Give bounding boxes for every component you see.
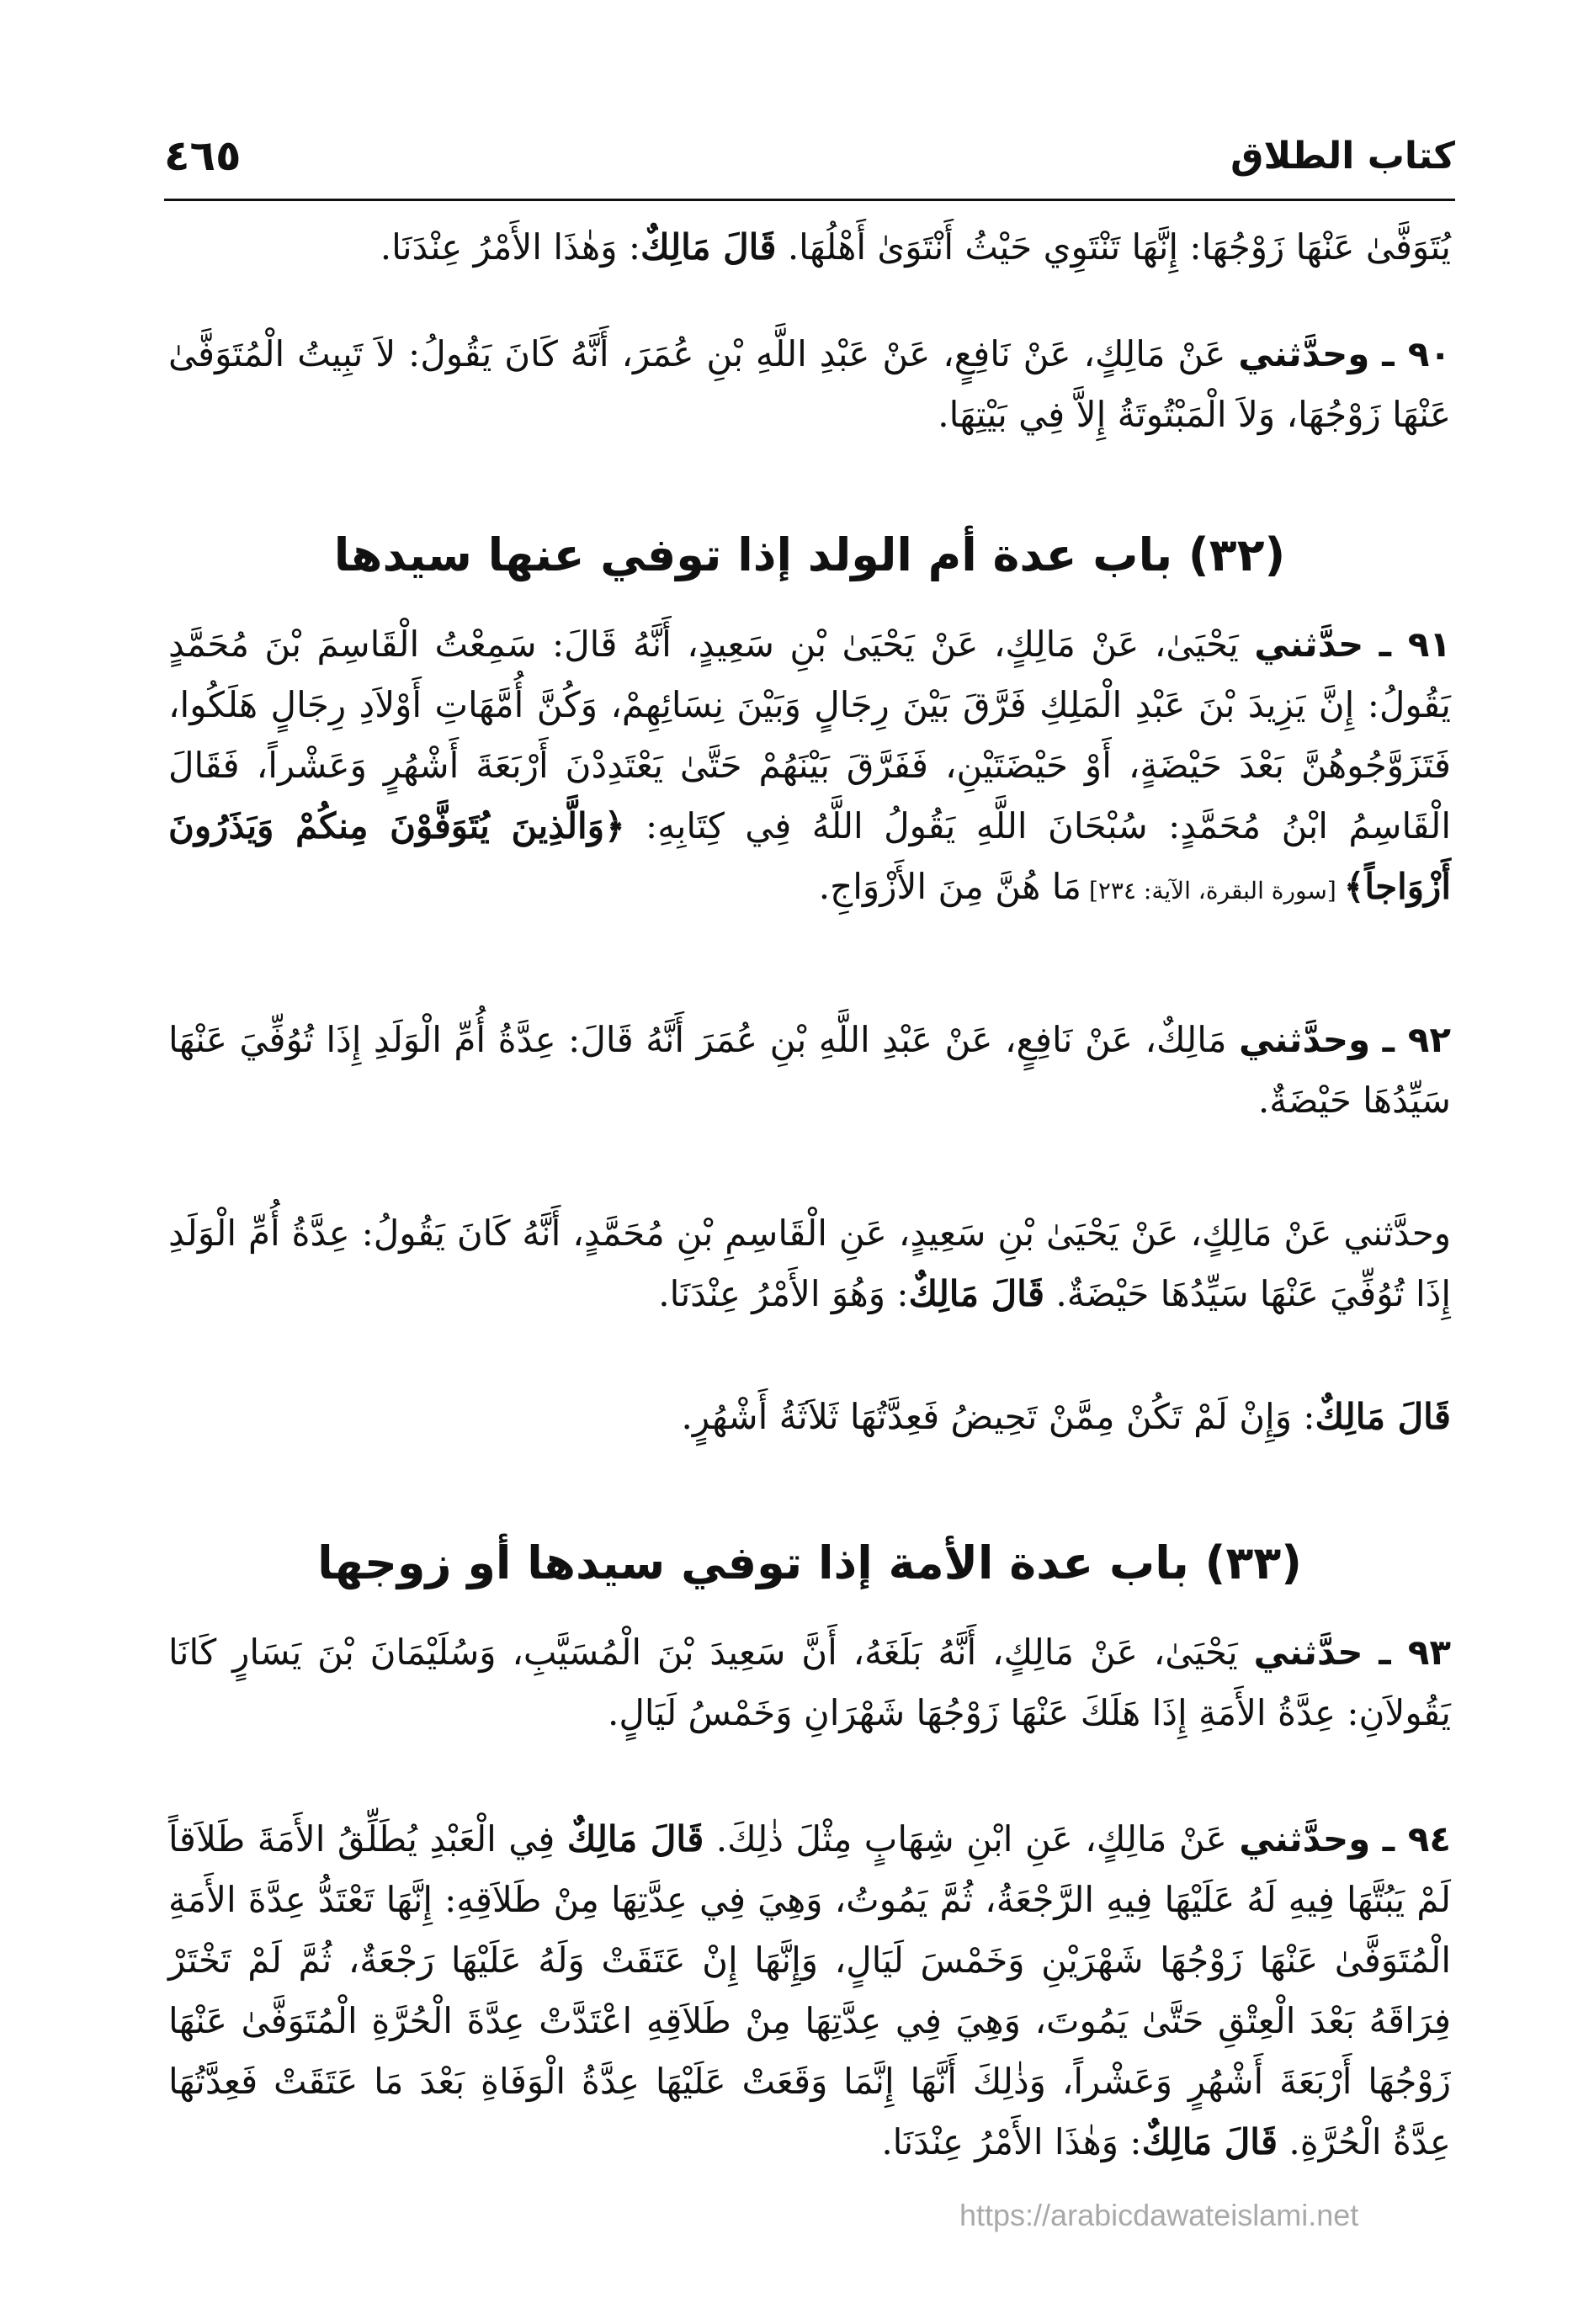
- paragraph-text: : وَإِنْ لَمْ تَكُنْ مِمَّنْ تَحِيضُ فَعِدَّتُهَا ثَلاَثَةُ أَشْهُرٍ.: [681, 1396, 1315, 1437]
- hadith-text: : وَهٰذَا الأَمْرُ عِنْدَنَا.: [881, 2121, 1142, 2162]
- hadith-lead: حدَّثني: [1254, 623, 1364, 665]
- hadith-91: [168, 614, 1451, 921]
- hadith-number: ٩٣ ـ: [1379, 1632, 1452, 1673]
- hadith-text: فِي الْعَبْدِ يُطَلِّقُ الأَمَةَ طَلاَقاً لَمْ يَبُتَّهَا فِيهِ لَهُ عَلَيْهَا فِيهِ الرَّجْعَةُ، ثُمَّ يَمُوتُ، وَهِيَ فِي عِدَّتِهَا مِنْ طَلاَقِهِ: إِنَّهَا تَعْتَدُّ عِدَّةَ الأَمَةِ الْمُتَوَفَّىٰ عَنْهَا زَوْجُهَا شَهْرَيْنِ وَخَمْسَ لَيَالٍ، وَإِنَّهَا إِنْ عَتَقَتْ وَلَهُ عَلَيْهَا رَجْعَةٌ، ثُمَّ لَمْ تَخْتَرْ فِرَاقَهُ بَعْدَ الْعِتْقِ حَتَّىٰ يَمُوتَ، وَهِيَ فِي عِدَّتِهَا مِنْ طَلاَقِهِ اعْتَدَّتْ عِدَّةَ الْحُرَّةِ الْمُتَوَفَّىٰ عَنْهَا زَوْجُهَا أَرْبَعَةَ أَشْهُرٍ وَعَشْراً، وَذٰلِكَ أَنَّهَا إِنَّمَا وَقَعَتْ عَلَيْهَا عِدَّةُ الْوَفَاةِ بَعْدَ مَا عَتَقَتْ فَعِدَّتُهَا عِدَّةُ الْحُرَّةِ.: [168, 1818, 1451, 2162]
- hadith-lead: وحدَّثني: [1239, 1818, 1371, 1860]
- hadith-text: مَالِكٌ، عَنْ نَافِعٍ، عَنْ عَبْدِ اللَّهِ بْنِ عُمَرَ أَنَّهُ قَالَ: عِدَّةُ أُمِّ الْوَلَدِ إِذَا تُوُفِّيَ عَنْهَا سَيِّدُهَا حَيْضَةٌ.: [168, 1019, 1451, 1121]
- paragraph-text: وحدَّثني عَنْ مَالِكٍ، عَنْ يَحْيَىٰ بْنِ سَعِيدٍ، عَنِ الْقَاسِمِ بْنِ مُحَمَّدٍ، أَنَّهُ كَانَ يَقُولُ: عِدَّةُ أُمِّ الْوَلَدِ إِذَا تُوُفِّيَ عَنْهَا سَيِّدُهَا حَيْضَةٌ.: [168, 1212, 1451, 1314]
- page-number: ٤٦٥: [164, 131, 242, 180]
- hadith-94: [168, 1809, 1451, 2173]
- chapter-heading-33: (٣٣) باب عدة الأمة إذا توفي سيدها أو زوجها: [317, 1536, 1302, 1589]
- chapter-heading-32: (٣٢) باب عدة أم الولد إذا توفي عنها سيدها: [333, 528, 1286, 581]
- paragraph-wahaddathani: [168, 1203, 1451, 1324]
- page-header: [164, 118, 1455, 201]
- hadith-90: [168, 324, 1451, 445]
- hadith-text: عَنْ مَالِكٍ، عَنِ ابْنِ شِهَابٍ مِثْلَ ذٰلِكَ.: [704, 1818, 1240, 1860]
- hadith-text: عَنْ مَالِكٍ، عَنْ نَافِعٍ، عَنْ عَبْدِ اللَّهِ بْنِ عُمَرَ، أَنَّهُ كَانَ يَقُولُ: لاَ تَبِيتُ الْمُتَوَفَّىٰ عَنْهَا زَوْجُهَا، وَلاَ الْمَبْتُوتَةُ إِلاَّ فِي بَيْتِهَا.: [168, 333, 1451, 435]
- paragraph-text: : وَهٰذَا الأَمْرُ عِنْدَنَا.: [380, 226, 640, 268]
- paragraph-qala-malik: [168, 1387, 1451, 1447]
- hadith-text: يَحْيَىٰ، عَنْ مَالِكٍ، عَنْ يَحْيَىٰ بْنِ سَعِيدٍ، أَنَّهُ قَالَ: سَمِعْتُ الْقَاسِمَ بْنَ مُحَمَّدٍ يَقُولُ: إِنَّ يَزِيدَ بْنَ عَبْدِ الْمَلِكِ فَرَّقَ بَيْنَ رِجَالٍ وَبَيْنَ نِسَائِهِمْ، وَكُنَّ أُمَّهَاتِ أَوْلاَدِ رِجَالٍ هَلَكُوا، فَتَزَوَّجُوهُنَّ بَعْدَ حَيْضَةٍ، أَوْ حَيْضَتَيْنِ، فَفَرَّقَ بَيْنَهُمْ حَتَّىٰ يَعْتَدِدْنَ أَرْبَعَةَ أَشْهُرٍ وَعَشْراً، فَقَالَ الْقَاسِمُ ابْنُ مُحَمَّدٍ: سُبْحَانَ اللَّهِ يَقُولُ اللَّهُ فِي كِتَابِهِ:: [168, 623, 1452, 846]
- hadith-number: ٩٤ ـ: [1382, 1818, 1452, 1860]
- hadith-number: ٩٠ ـ: [1382, 333, 1451, 374]
- quran-verse: ﴿وَالَّذِينَ يُتَوَفَّوْنَ مِنكُمْ وَيَذَرُونَ أَزْوَاجاً﴾: [168, 805, 1451, 907]
- hadith-lead: حدَّثني: [1253, 1632, 1363, 1673]
- qala-malik: قَالَ مَالِكٌ: [1315, 1396, 1451, 1437]
- qala-malik: قَالَ مَالِكٌ: [908, 1273, 1045, 1314]
- book-title: كتاب الطلاق: [1230, 135, 1455, 178]
- qala-malik: قَالَ مَالِكٌ: [1141, 2121, 1278, 2162]
- verse-reference: [سورة البقرة، الآية: ٢٣٤]: [1081, 877, 1344, 905]
- paragraph-text: : وَهُوَ الأَمْرُ عِنْدَنَا.: [658, 1273, 909, 1314]
- paragraph-continuation: [168, 217, 1451, 278]
- qala-malik: قَالَ مَالِكٌ: [566, 1818, 704, 1860]
- qala-malik: قَالَ مَالِكٌ: [640, 226, 777, 268]
- hadith-number: ٩١ ـ: [1379, 623, 1451, 665]
- hadith-93: [168, 1622, 1451, 1743]
- paragraph-text: يُتَوَفَّىٰ عَنْهَا زَوْجُهَا: إِنَّهَا تَنْتَوِي حَيْثُ أَنْتَوَىٰ أَهْلُهَا.: [776, 226, 1451, 268]
- hadith-text: يَحْيَىٰ، عَنْ مَالِكٍ، أَنَّهُ بَلَغَهُ، أَنَّ سَعِيدَ بْنَ الْمُسَيَّبِ، وَسُلَيْمَانَ بْنَ يَسَارٍ كَانَا يَقُولاَنِ: عِدَّةُ الأَمَةِ إِذَا هَلَكَ عَنْهَا زَوْجُهَا شَهْرَانِ وَخَمْسُ لَيَالٍ.: [168, 1632, 1451, 1733]
- hadith-92: [168, 1010, 1451, 1131]
- watermark-url: https://arabicdawateislami.net: [959, 2198, 1359, 2232]
- hadith-lead: وحدَّثني: [1238, 333, 1370, 374]
- hadith-text: مَا هُنَّ مِنَ الأَزْوَاجِ.: [818, 866, 1082, 907]
- hadith-number: ٩٢ ـ: [1382, 1019, 1451, 1060]
- hadith-lead: وحدَّثني: [1239, 1019, 1371, 1060]
